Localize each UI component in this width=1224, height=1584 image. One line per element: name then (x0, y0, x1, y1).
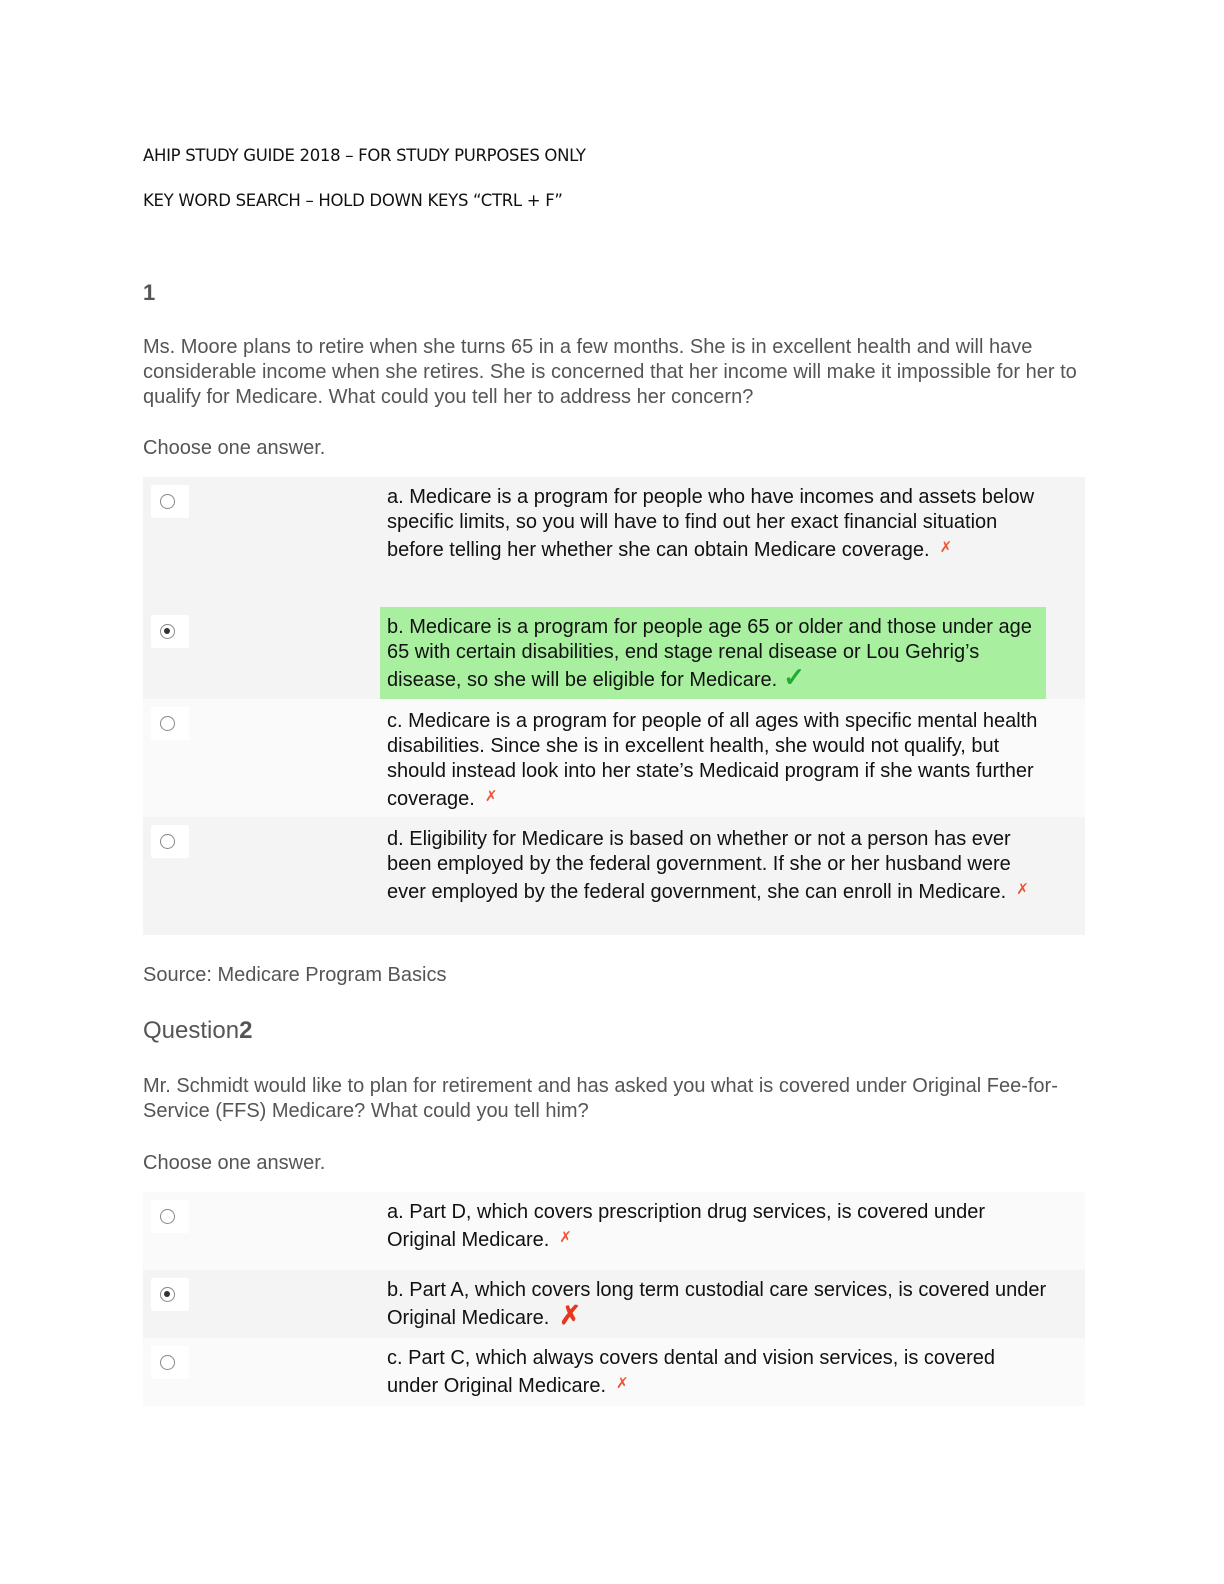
answer-option-b[interactable] (143, 607, 1085, 699)
incorrect-mark-icon: ✗ (559, 1300, 582, 1330)
radio-unchecked-icon[interactable] (160, 834, 175, 849)
answer-label: c. Part C, which always covers dental and vision services, is covered under Original Medicare. ✗ (387, 1347, 996, 1397)
question-1-text: Ms. Moore plans to retire when she turns 65 in a few months. She is in excellent health and will have considerable income when she retires. She is concerned that her income will make it impossible for her to qualify for Medicare. What could you tell her to address her concern? (143, 336, 1077, 408)
header-title: AHIP STUDY GUIDE 2018 – FOR STUDY PURPOSES ONLY (143, 146, 586, 165)
radio-box[interactable] (151, 825, 189, 858)
correct-check-icon: ✓ (783, 662, 805, 692)
question-1-answers (143, 477, 1085, 935)
radio-unchecked-icon[interactable] (160, 1355, 175, 1370)
incorrect-mark-icon: ✗ (559, 1229, 572, 1246)
answer-option-a[interactable] (143, 1192, 1085, 1270)
answer-option-c[interactable] (143, 699, 1085, 817)
answer-option-d[interactable] (143, 817, 1085, 935)
question-1-instruction: Choose one answer. (143, 437, 326, 459)
answer-label: c. Medicare is a program for people of all ages with specific mental health disabilities. Since she is in excellent health, she would not qualify, but should instead look into her state’s Medicaid program if she wants further coverage. ✗ (387, 710, 1038, 810)
question-2-title: Question2 (143, 1017, 253, 1044)
answer-label: b. Part A, which covers long term custodial care services, is covered under Original Medicare. ✗ (387, 1279, 1047, 1330)
radio-box[interactable] (151, 1346, 189, 1379)
header-subtitle: KEY WORD SEARCH – HOLD DOWN KEYS “CTRL + F” (143, 191, 563, 210)
radio-checked-icon[interactable] (160, 624, 175, 639)
answer-option-a[interactable] (143, 477, 1085, 607)
answer-option-b[interactable] (143, 1270, 1085, 1338)
radio-unchecked-icon[interactable] (160, 494, 175, 509)
incorrect-mark-icon: ✗ (939, 539, 953, 556)
source-note: Source: Medicare Program Basics (143, 964, 447, 986)
incorrect-mark-icon: ✗ (616, 1375, 629, 1392)
radio-checked-icon[interactable] (160, 1287, 175, 1302)
answer-label-correct: b. Medicare is a program for people age 65 or older and those under age 65 with certain disabilities, end stage renal disease or Lou Gehrig’s disease, so she will be eligible for Medicare. ✓ (380, 607, 1046, 699)
incorrect-mark-icon: ✗ (484, 788, 498, 805)
answer-label: d. Eligibility for Medicare is based on whether or not a person has ever been employed by the federal government. If she or her husband were ever employed by the federal government, she can enroll in Medicare. ✗ (387, 828, 1029, 903)
radio-box[interactable] (151, 1200, 189, 1233)
radio-box[interactable] (151, 485, 189, 518)
incorrect-mark-icon: ✗ (1016, 881, 1029, 898)
radio-box[interactable] (151, 1278, 189, 1311)
radio-box[interactable] (151, 707, 189, 740)
question-2-instruction: Choose one answer. (143, 1152, 326, 1174)
radio-unchecked-icon[interactable] (160, 716, 175, 731)
answer-label: a. Medicare is a program for people who have incomes and assets below specific limits, so you will have to find out her exact financial situation before telling her whether she can obtain Medicare coverage. ✗ (387, 486, 1035, 561)
radio-box[interactable] (151, 615, 189, 648)
answer-option-c[interactable] (143, 1338, 1085, 1406)
answer-label: a. Part D, which covers prescription drug services, is covered under Original Medicare. ✗ (387, 1201, 986, 1251)
question-2-answers (143, 1192, 1085, 1406)
question-1-number: 1 (143, 280, 156, 305)
question-2-text: Mr. Schmidt would like to plan for retirement and has asked you what is covered under Original Fee-for-Service (FFS) Medicare? What could you tell him? (143, 1075, 1058, 1122)
radio-unchecked-icon[interactable] (160, 1209, 175, 1224)
